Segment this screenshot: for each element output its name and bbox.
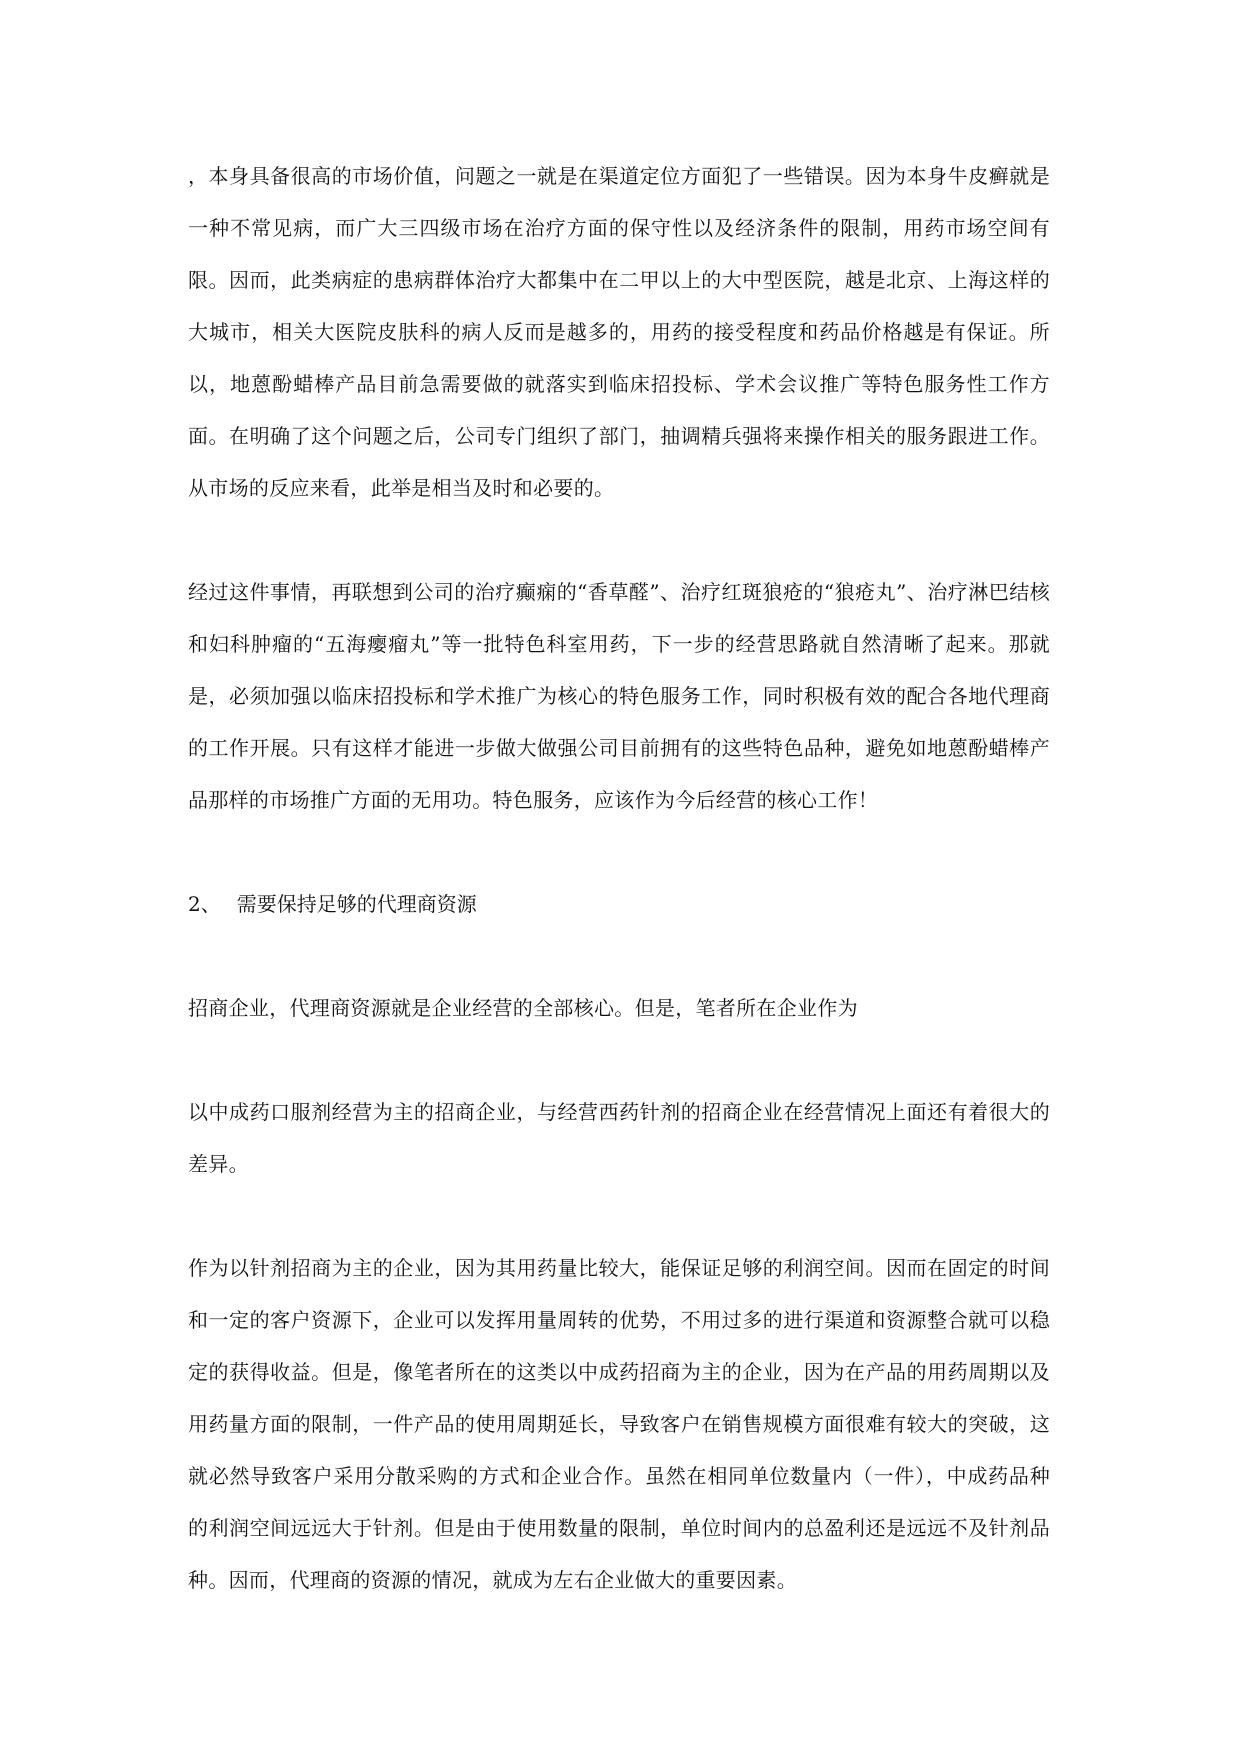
paragraph-2: 经过这件事情，再联想到公司的治疗癫痫的“香草醛”、治疗红斑狼疮的“狼疮丸”、治疗淋巴结核和妇科肿瘤的“五海瘿瘤丸”等一批特色科室用药，下一步的经营思路就自然清晰了起来。那就是，必须加强以临床招投标和学术推广为核心的特色服务工作，同时积极有效的配合各地代理商的工作开展。只有这样才能进一步做大做强公司目前拥有的这些特色品种，避免如地蒽酚蜡棒产品那样的市场推广方面的无用功。特色服务，应该作为今后经营的核心工作！ xyxy=(188,580,1050,812)
paragraph-1: ，本身具备很高的市场价值，问题之一就是在渠道定位方面犯了一些错误。因为本身牛皮癣就是一种不常见病，而广大三四级市场在治疗方面的保守性以及经济条件的限制，用药市场空间有限。因而，此类病症的患病群体治疗大都集中在二甲以上的大中型医院，越是北京、上海这样的大城市，相关大医院皮肤科的病人反而是越多的，用药的接受程度和药品价格越是有保证。所以，地蒽酚蜡棒产品目前急需要做的就落实到临床招投标、学术会议推广等特色服务性工作方面。在明确了这个问题之后，公司专门组织了部门，抽调精兵强将来操作相关的服务跟进工作。从市场的反应来看，此举是相当及时和必要的。 xyxy=(188,164,1050,500)
document-body xyxy=(188,150,1050,1606)
paragraph-5: 作为以针剂招商为主的企业，因为其用药量比较大，能保证足够的利润空间。因而在固定的时间和一定的客户资源下，企业可以发挥用量周转的优势，不用过多的进行渠道和资源整合就可以稳定的获得收益。但是，像笔者所在的这类以中成药招商为主的企业，因为在产品的用药周期以及用药量方面的限制，一件产品的使用周期延长，导致客户在销售规模方面很难有较大的突破，这就必然导致客户采用分散采购的方式和企业合作。虽然在相同单位数量内（一件），中成药品种的利润空间远远大于针剂。但是由于使用数量的限制，单位时间内的总盈利还是远远不及针剂品种。因而，代理商的资源的情况，就成为左右企业做大的重要因素。 xyxy=(188,1256,1050,1592)
paragraph-spacer xyxy=(188,930,1050,982)
section-number: 2、 xyxy=(188,892,221,916)
paragraph-4: 以中成药口服剂经营为主的招商企业，与经营西药针剂的招商企业在经营情况上面还有着很大的差异。 xyxy=(188,1100,1050,1176)
paragraph-spacer xyxy=(188,514,1050,566)
paragraph-spacer xyxy=(188,1190,1050,1242)
paragraph-3: 招商企业，代理商资源就是企业经营的全部核心。但是，笔者所在企业作为 xyxy=(188,996,858,1020)
paragraph-spacer xyxy=(188,826,1050,878)
paragraph-spacer xyxy=(188,1034,1050,1086)
section-title: 需要保持足够的代理商资源 xyxy=(236,892,477,916)
section-heading xyxy=(188,878,1050,930)
